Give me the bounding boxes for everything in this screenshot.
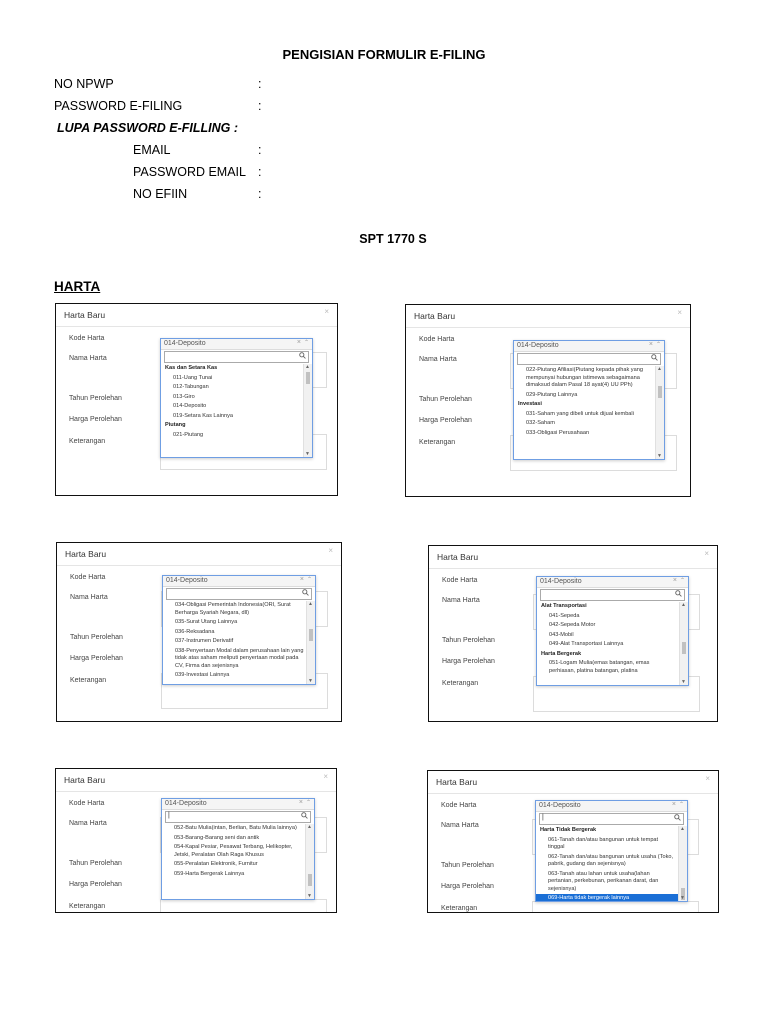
select-option[interactable]: 055-Peralatan Elektronik, Furnitur <box>174 861 258 867</box>
scroll-up-arrow-icon[interactable]: ▲ <box>308 601 313 607</box>
search-icon <box>675 590 682 599</box>
dialog-divider <box>429 568 717 569</box>
select-value: 014-Deposito <box>165 800 207 807</box>
chevron-up-icon[interactable]: ⌃ <box>305 800 311 806</box>
clear-icon[interactable]: × <box>296 339 301 346</box>
scroll-up-arrow-icon[interactable]: ▲ <box>657 366 662 372</box>
select-option[interactable]: 011-Uang Tunai <box>173 374 213 381</box>
select-value: 014-Deposito <box>540 578 582 585</box>
select-scrollbar[interactable] <box>655 366 664 459</box>
select-option[interactable]: 013-Giro <box>173 393 195 400</box>
select-option[interactable]: 022-Piutang Afiliasi(Piutang kepada pihak yang mempunyai hubungan istimewa sebagaimana dimaksud dalam Pasal 18 ayat(4) UU PPh) <box>526 367 643 388</box>
chevron-up-icon[interactable]: ⌃ <box>679 578 685 584</box>
label-nama-harta: Nama Harta <box>69 355 107 362</box>
clear-icon[interactable]: × <box>299 576 304 583</box>
field-colon: : <box>258 99 262 113</box>
kode-harta-select[interactable] <box>513 340 665 460</box>
select-option[interactable]: 031-Saham yang dibeli untuk dijual kembali <box>526 410 634 417</box>
label-kode-harta: Kode Harta <box>442 577 478 584</box>
label-keterangan: Keterangan <box>419 439 456 446</box>
field-label-lupa-password: LUPA PASSWORD E-FILLING : <box>57 121 239 135</box>
select-option[interactable]: 037-Instrumen Derivatif <box>175 638 234 644</box>
select-option[interactable]: 036-Reksadana <box>175 628 215 635</box>
field-label-email: EMAIL <box>133 143 171 157</box>
scroll-down-arrow-icon[interactable]: ▼ <box>305 451 310 457</box>
select-option[interactable]: 069-Harta tidak bergerak lainnya <box>536 894 679 901</box>
select-head[interactable] <box>537 577 688 588</box>
label-kode-harta: Kode Harta <box>70 574 106 581</box>
dialog-divider <box>56 791 336 792</box>
search-icon <box>301 812 308 821</box>
close-icon[interactable]: × <box>705 774 710 783</box>
dialog-divider <box>56 326 337 327</box>
chevron-up-icon[interactable]: ⌃ <box>303 340 309 346</box>
chevron-up-icon[interactable]: ⌃ <box>678 802 684 808</box>
select-option[interactable]: 034-Obligasi Pemerintah Indonesia(ORI, Surat Berharga Syariah Negara, dll) <box>175 602 291 616</box>
select-search-input[interactable] <box>517 353 661 365</box>
dialog-title: Harta Baru <box>64 775 106 785</box>
select-option[interactable]: 014-Deposito <box>173 403 207 409</box>
select-option[interactable]: 041-Sepeda <box>549 612 580 619</box>
select-option[interactable]: 049-Alat Transportasi Lainnya <box>549 641 624 647</box>
harta-baru-screenshot-2 <box>405 304 691 497</box>
dialog-title: Harta Baru <box>64 310 106 320</box>
select-options-list[interactable] <box>536 826 679 901</box>
option-group-label: Harta Bergerak <box>541 650 582 657</box>
label-keterangan: Keterangan <box>441 905 478 912</box>
field-colon: : <box>258 187 262 201</box>
select-scrollbar[interactable] <box>305 824 314 899</box>
dialog-title: Harta Baru <box>437 552 479 562</box>
select-option[interactable]: 038-Penyertaan Modal dalam perusahaan lain yang tidak atas saham meliputi penyertaan modal pada CV, Firma dan sejenisnya <box>175 647 304 669</box>
harta-baru-screenshot-4 <box>428 545 718 722</box>
select-option[interactable]: 039-Investasi Lainnya <box>175 672 230 678</box>
select-scrollbar[interactable] <box>306 601 315 684</box>
label-nama-harta: Nama Harta <box>419 356 457 363</box>
select-search-input[interactable] <box>165 811 311 823</box>
select-head[interactable] <box>162 799 314 810</box>
harta-baru-screenshot-6 <box>427 770 719 913</box>
select-option[interactable]: 029-Piutang Lainnya <box>526 391 578 398</box>
select-option[interactable]: 021-Piutang <box>173 431 204 438</box>
select-option[interactable]: 043-Mobil <box>549 631 574 638</box>
select-option[interactable]: 059-Harta Bergerak Lainnya <box>174 870 245 877</box>
select-search-input[interactable] <box>539 813 684 825</box>
option-group-label: Alat Transportasi <box>541 603 587 609</box>
clear-icon[interactable]: × <box>298 799 303 806</box>
kode-harta-select[interactable] <box>535 800 688 902</box>
kode-harta-select[interactable] <box>160 338 313 458</box>
select-options-list[interactable] <box>163 601 307 684</box>
text-cursor: | <box>542 814 544 821</box>
select-option[interactable]: 052-Batu Mulia(intan, Berlian, Batu Mulia lainnya) <box>174 825 297 831</box>
keterangan-textarea[interactable] <box>160 899 327 913</box>
field-label-npwp: NO NPWP <box>54 77 114 91</box>
select-option[interactable]: 032-Saham <box>526 420 555 426</box>
clear-icon[interactable]: × <box>672 577 677 584</box>
select-value: 014-Deposito <box>164 340 206 347</box>
select-option[interactable]: 051-Logam Mulia(emas batangan, emas perhiasan, platina batangan, platina <box>549 660 650 674</box>
option-group-label: Investasi <box>518 401 542 407</box>
clear-icon[interactable]: × <box>648 341 653 348</box>
select-option[interactable]: 061-Tanah dan/atau bangunan untuk tempat tinggal <box>548 836 659 850</box>
label-keterangan: Keterangan <box>442 680 479 687</box>
chevron-up-icon[interactable]: ⌃ <box>306 577 312 583</box>
dialog-divider <box>57 565 341 566</box>
select-search-input[interactable] <box>166 588 312 600</box>
field-colon: : <box>258 143 262 157</box>
label-kode-harta: Kode Harta <box>441 802 477 809</box>
select-value: 014-Deposito <box>166 577 208 584</box>
scroll-up-arrow-icon[interactable]: ▲ <box>305 364 310 370</box>
select-head[interactable] <box>161 339 312 350</box>
scroll-up-arrow-icon[interactable]: ▲ <box>680 826 685 832</box>
field-label-no-efiin: NO EFIIN <box>133 187 188 201</box>
select-option[interactable]: 063-Tanah atau lahan untuk usaha(lahan pertanian, perkebunan, perikanan darat, dan sejenisnya) <box>548 870 659 892</box>
scroll-down-arrow-icon[interactable]: ▼ <box>680 895 685 901</box>
scrollbar-thumb[interactable] <box>306 372 310 384</box>
label-harga-perolehan: Harga Perolehan <box>69 416 122 423</box>
scroll-down-arrow-icon[interactable]: ▼ <box>308 678 313 684</box>
close-icon[interactable]: × <box>323 772 328 781</box>
harta-heading: HARTA <box>54 279 101 294</box>
label-harga-perolehan: Harga Perolehan <box>69 881 122 888</box>
scrollbar-thumb[interactable] <box>308 874 312 886</box>
search-icon <box>651 354 658 363</box>
label-harga-perolehan: Harga Perolehan <box>441 883 494 890</box>
label-kode-harta: Kode Harta <box>69 335 105 342</box>
scrollbar-thumb[interactable] <box>658 386 662 398</box>
chevron-up-icon[interactable]: ⌃ <box>655 342 661 348</box>
field-label-password-email: PASSWORD EMAIL <box>133 165 246 179</box>
field-colon: : <box>258 165 262 179</box>
scrollbar-thumb[interactable] <box>682 642 686 654</box>
select-option[interactable]: 019-Setara Kas Lainnya <box>173 412 234 419</box>
label-tahun-perolehan: Tahun Perolehan <box>441 862 494 869</box>
select-value: 014-Deposito <box>539 802 581 809</box>
label-nama-harta: Nama Harta <box>69 820 107 827</box>
label-kode-harta: Kode Harta <box>69 800 105 807</box>
label-harga-perolehan: Harga Perolehan <box>442 658 495 665</box>
field-label-password-efiling: PASSWORD E-FILING <box>54 99 183 113</box>
select-option[interactable]: 033-Obligasi Perusahaan <box>526 429 590 436</box>
select-option[interactable]: 062-Tanah dan/atau bangunan untuk usaha (Toko, pabrik, gudang dan sejenisnya) <box>548 853 674 867</box>
label-nama-harta: Nama Harta <box>70 594 108 601</box>
select-scrollbar[interactable] <box>679 602 688 685</box>
harta-baru-screenshot-3 <box>56 542 342 722</box>
keterangan-textarea[interactable] <box>532 901 699 913</box>
harta-baru-screenshot-1 <box>55 303 338 496</box>
kode-harta-select[interactable] <box>161 798 315 900</box>
label-tahun-perolehan: Tahun Perolehan <box>69 395 122 402</box>
option-group-label: Kas dan Setara Kas <box>165 365 218 371</box>
option-group-label: Harta Tidak Bergerak <box>540 827 597 833</box>
select-options-list[interactable] <box>162 824 306 899</box>
kode-harta-select[interactable] <box>162 575 316 685</box>
label-keterangan: Keterangan <box>69 903 106 910</box>
scroll-down-arrow-icon[interactable]: ▼ <box>657 453 662 459</box>
select-option[interactable]: 053-Barang-Barang seni dan antik <box>174 834 260 841</box>
label-keterangan: Keterangan <box>70 677 107 684</box>
dialog-divider <box>428 793 718 794</box>
kode-harta-select[interactable] <box>536 576 689 686</box>
label-nama-harta: Nama Harta <box>442 597 480 604</box>
select-option[interactable]: 054-Kapal Pesiar, Pesawat Terbang, Helikopter, Jetski, Peralatan Olah Raga Khusus <box>174 844 293 858</box>
label-keterangan: Keterangan <box>69 438 106 445</box>
scroll-up-arrow-icon[interactable]: ▲ <box>307 824 312 830</box>
scroll-down-arrow-icon[interactable]: ▼ <box>681 679 686 685</box>
select-head[interactable] <box>536 801 687 812</box>
label-harga-perolehan: Harga Perolehan <box>419 417 472 424</box>
select-scrollbar[interactable] <box>303 364 312 457</box>
harta-baru-screenshot-5 <box>55 768 337 913</box>
search-icon <box>674 814 681 823</box>
select-option[interactable]: 042-Sepeda Motor <box>549 622 596 628</box>
dialog-divider <box>406 327 690 328</box>
search-icon <box>299 352 306 361</box>
select-head[interactable] <box>514 341 664 352</box>
select-options-list[interactable] <box>514 366 656 459</box>
label-kode-harta: Kode Harta <box>419 336 455 343</box>
select-option[interactable]: 035-Surat Utang Lainnya <box>175 619 238 625</box>
scroll-up-arrow-icon[interactable]: ▲ <box>681 602 686 608</box>
label-nama-harta: Nama Harta <box>441 822 479 829</box>
select-search-input[interactable] <box>540 589 685 601</box>
option-group-label: Piutang <box>165 422 186 428</box>
spt-title: SPT 1770 S <box>359 232 427 246</box>
label-tahun-perolehan: Tahun Perolehan <box>69 860 122 867</box>
close-icon[interactable]: × <box>677 308 682 317</box>
dialog-title: Harta Baru <box>436 777 478 787</box>
field-colon: : <box>258 77 262 91</box>
select-option[interactable]: 012-Tabungan <box>173 384 209 390</box>
clear-icon[interactable]: × <box>671 801 676 808</box>
text-cursor: | <box>168 812 170 819</box>
close-icon[interactable]: × <box>328 546 333 555</box>
close-icon[interactable]: × <box>704 549 709 558</box>
label-tahun-perolehan: Tahun Perolehan <box>442 637 495 644</box>
scrollbar-thumb[interactable] <box>309 629 313 641</box>
select-options-list[interactable] <box>161 364 304 457</box>
search-icon <box>302 589 309 598</box>
select-value: 014-Deposito <box>517 342 559 349</box>
dialog-title: Harta Baru <box>414 311 456 321</box>
label-tahun-perolehan: Tahun Perolehan <box>70 634 123 641</box>
select-options-list[interactable] <box>537 602 680 685</box>
scroll-down-arrow-icon[interactable]: ▼ <box>307 893 312 899</box>
close-icon[interactable]: × <box>324 307 329 316</box>
dialog-title: Harta Baru <box>65 549 107 559</box>
document-title: PENGISIAN FORMULIR E-FILING <box>282 47 486 62</box>
select-head[interactable] <box>163 576 315 587</box>
label-harga-perolehan: Harga Perolehan <box>70 655 123 662</box>
select-scrollbar[interactable] <box>678 826 687 901</box>
select-search-input[interactable] <box>164 351 309 363</box>
label-tahun-perolehan: Tahun Perolehan <box>419 396 472 403</box>
